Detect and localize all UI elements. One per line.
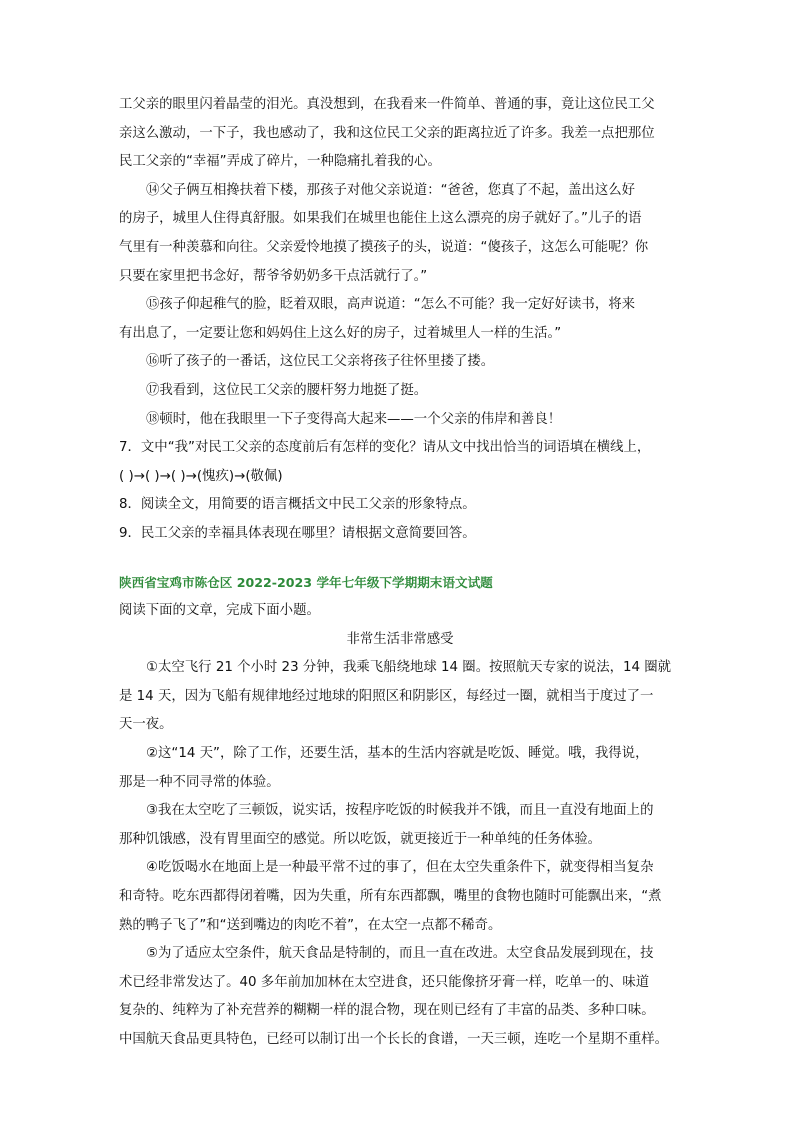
paragraph-17: ⑰我看到，这位民工父亲的腰杆努力地挺了挺。 <box>146 382 428 398</box>
question-8: 8．阅读全文，用简要的语言概括文中民工父亲的形象特点。 <box>119 497 476 513</box>
text-line: 天一夜。 <box>119 717 173 733</box>
text-line: 是 14 天，因为飞船有规律地经过地球的阳照区和阴影区，每经过一圈，就相当于度过了一 <box>119 688 654 704</box>
paragraph-16: ⑯听了孩子的一番话，这位民工父亲将孩子往怀里搂了搂。 <box>146 354 495 370</box>
text-line: ②这“14 天”，除了工作，还要生活，基本的生活内容就是吃饭、睡觉。哦，我得说， <box>146 746 649 762</box>
section-gap <box>119 549 681 569</box>
text-line: 只要在家里把书念好，帮爷爷奶奶多干点活就行了。” <box>119 268 428 284</box>
arrow-icon: → <box>133 468 145 484</box>
document-page <box>119 91 681 1055</box>
text-line: ⑭父子俩互相搀扶着下楼，那孩子对他父亲说道：“爸爸，您真了不起，盖出这么好 <box>146 182 635 198</box>
text-line: 有出息了，一定要让您和妈妈住上这么好的房子，过着城里人一样的生活。” <box>119 325 562 341</box>
text-line: 熟的鸭子飞了”和“送到嘴边的肉吃不着”，在太空一点都不稀奇。 <box>119 917 502 933</box>
text-line: 工父亲的眼里闪着晶莹的泪光。真没想到，在我看来一件简单、普通的事，竟让这位民工父 <box>119 97 655 112</box>
text-line: 那种饥饿感，没有胃里面空的感觉。所以吃饭，就更接近于一种单纯的任务体验。 <box>119 831 602 847</box>
flow-item-guilt: (愧疚) <box>196 468 235 484</box>
text-line: ①太空飞行 21 个小时 23 分钟，我乘飞船绕地球 14 圈。按照航天专家的说法，14 圈就 <box>146 660 672 676</box>
story-continuation-paragraph <box>119 91 681 177</box>
question-7-answer-flow <box>119 463 681 492</box>
question-7-text: 7．文中“我”对民工父亲的态度前后有怎样的变化？请从文中找出恰当的词语填在横线上， <box>119 440 651 456</box>
article-paragraph-3 <box>119 797 681 854</box>
reading-instruction: 阅读下面的文章，完成下面小题。 <box>119 603 320 619</box>
text-line: 中国航天食品更具特色，已经可以制订出一个长长的食谱，一天三顿，连吃一个星期不重样。 <box>119 1032 669 1047</box>
paragraph-15 <box>119 291 681 348</box>
answer-blank-3[interactable]: ( ) <box>170 468 186 484</box>
arrow-icon: → <box>159 468 171 484</box>
article-title: 非常生活非常感受 <box>346 631 454 647</box>
text-line: ⑤为了适应太空条件，航天食品是特制的，而且一直在改进。太空食品发展到现在，技 <box>146 946 654 962</box>
arrow-icon: → <box>234 468 246 484</box>
text-line: ④吃饭喝水在地面上是一种最平常不过的事了，但在太空失重条件下，就变得相当复杂 <box>146 860 654 876</box>
answer-blank-2[interactable]: ( ) <box>144 468 160 484</box>
flow-item-respect: (敬佩) <box>245 468 283 484</box>
article-paragraph-4 <box>119 854 681 940</box>
text-line: 的房子，城里人住得真舒服。如果我们在城里也能住上这么漂亮的房子就好了。”儿子的语 <box>119 211 642 227</box>
paragraph-14 <box>119 177 681 291</box>
answer-blank-1[interactable]: ( ) <box>119 468 134 484</box>
text-line: 气里有一种羡慕和向往。父亲爱怜地摸了摸孩子的头，说道：“傻孩子，这怎么可能呢？你 <box>119 239 649 255</box>
text-line: 那是一种不同寻常的体验。 <box>119 774 280 790</box>
text-line: 复杂的、纯粹为了补充营养的糊糊一样的混合物，现在则已经有了丰富的品类、多种口味。 <box>119 1003 655 1019</box>
article-paragraph-2 <box>119 740 681 797</box>
text-line: 亲这么激动，一下子，我也感动了，我和这位民工父亲的距离拉近了许多。我差一点把那位 <box>119 125 655 141</box>
text-line: ③我在太空吃了三顿饭，说实话，按程序吃饭的时候我并不饿，而且一直没有地面上的 <box>146 803 654 819</box>
article-paragraph-1 <box>119 654 681 740</box>
text-line: ⑮孩子仰起稚气的脸，眨着双眼，高声说道：“怎么不可能？我一定好好读书，将来 <box>146 297 635 313</box>
exam-source-heading: 陕西省宝鸡市陈仓区 2022-2023 学年七年级下学期期末语文试题 <box>119 574 493 590</box>
question-9: 9．民工父亲的幸福具体表现在哪里？请根据文意简要回答。 <box>119 525 476 541</box>
text-line: 术已经非常发达了。40 多年前加加林在太空进食，还只能像挤牙膏一样，吃单一的、味道 <box>119 974 650 990</box>
text-line: 和奇特。吃东西都得闭着嘴，因为失重，所有东西都飘，嘴里的食物也随时可能飘出来，“煮 <box>119 889 662 905</box>
paragraph-18: ⑱顿时，他在我眼里一下子变得高大起来——一个父亲的伟岸和善良！ <box>146 411 562 427</box>
text-line: 民工父亲的“幸福”弄成了碎片，一种隐痛扎着我的心。 <box>119 154 441 170</box>
arrow-icon: → <box>185 468 197 484</box>
article-paragraph-5 <box>119 940 681 1054</box>
question-7 <box>119 434 681 491</box>
